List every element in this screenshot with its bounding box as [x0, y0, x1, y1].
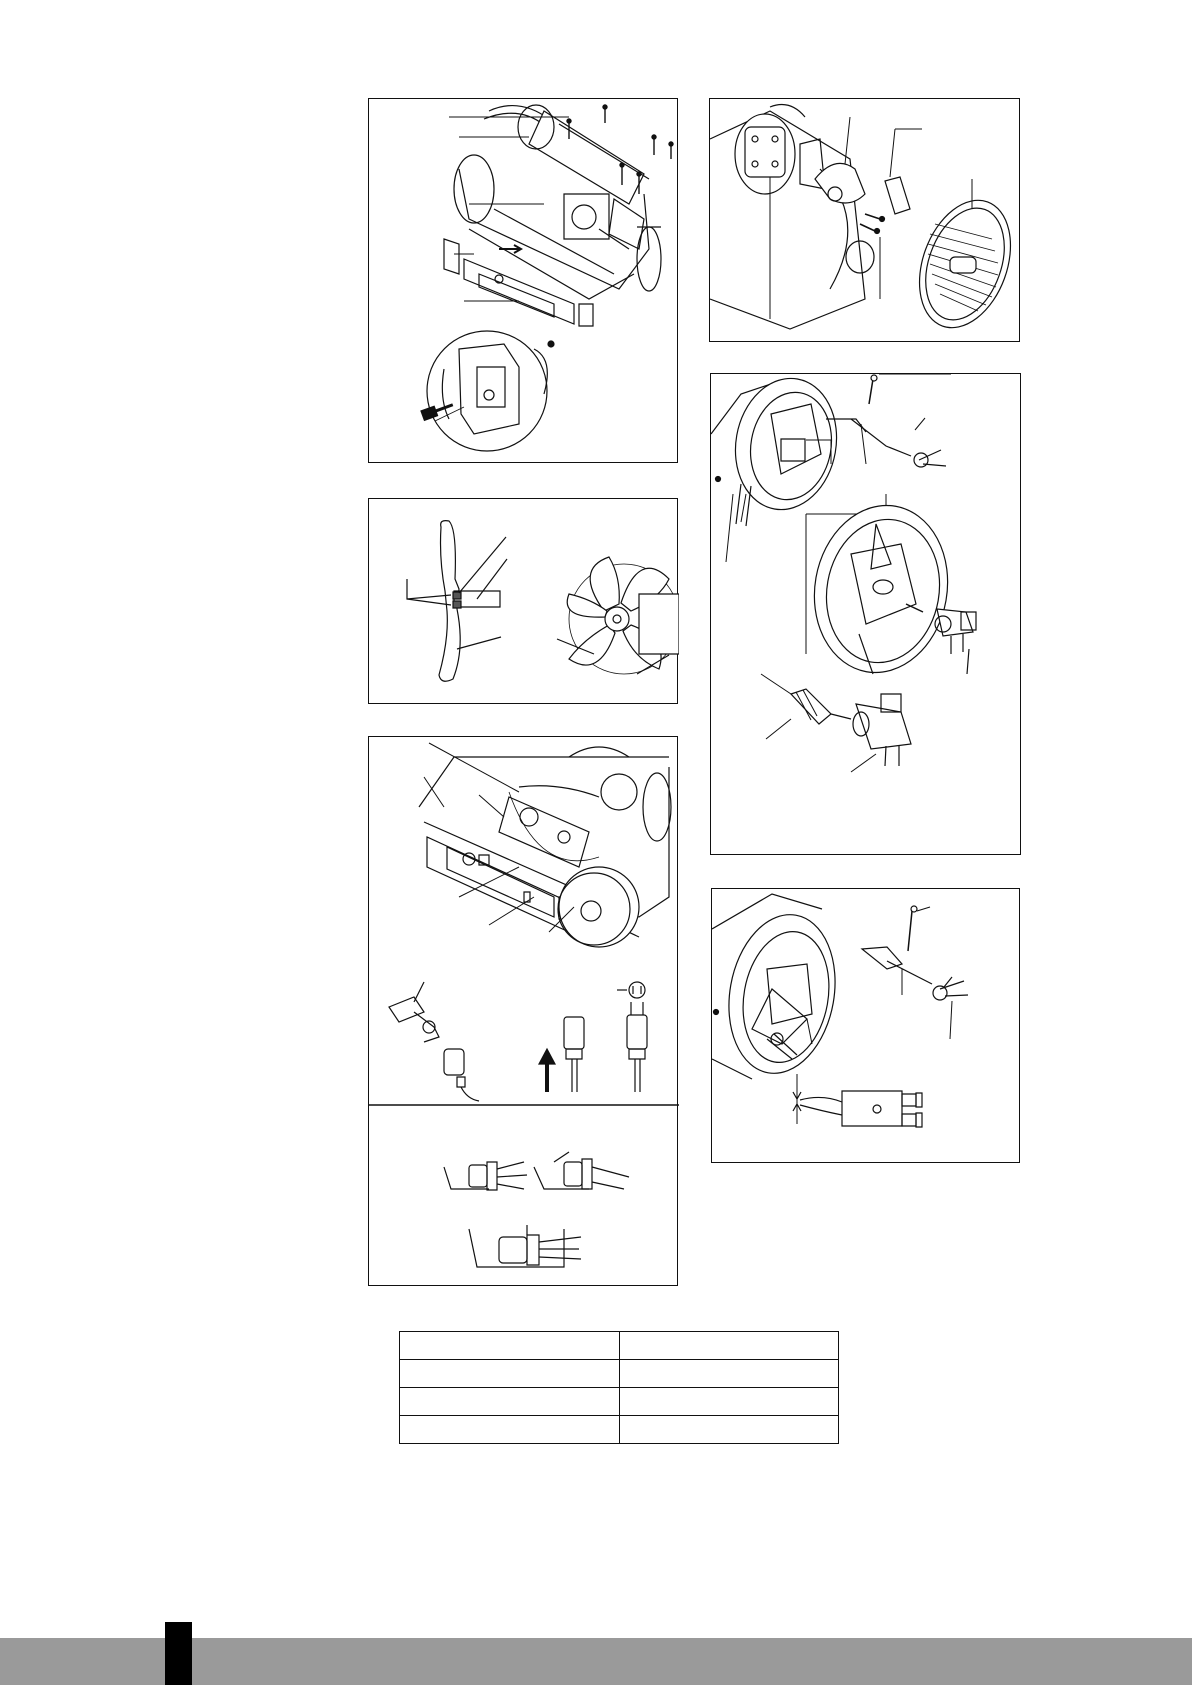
spec-table [399, 1331, 839, 1444]
burner-nozzle-icon [711, 374, 1022, 856]
figure-fan-guard-removal [709, 98, 1020, 342]
table-cell [619, 1416, 839, 1444]
table-row [400, 1332, 839, 1360]
control-panel-icon [369, 737, 679, 1287]
fan-guard-icon [710, 99, 1021, 343]
table-cell [400, 1360, 620, 1388]
table-row [400, 1416, 839, 1444]
figure-cover-removal [368, 98, 678, 463]
table-cell [400, 1416, 620, 1444]
figure-control-panel-photocell [368, 736, 678, 1286]
table-cell [400, 1388, 620, 1416]
table-row [400, 1388, 839, 1416]
figure-fan-blade-removal [368, 498, 678, 704]
fan-blade-icon [369, 499, 679, 705]
table-cell [400, 1332, 620, 1360]
table-cell [619, 1388, 839, 1416]
ignition-electrode-icon [712, 889, 1021, 1164]
figure-nozzle-assembly [710, 373, 1021, 855]
figure-ignition-electrode [711, 888, 1020, 1163]
table-cell [619, 1360, 839, 1388]
table-row [400, 1360, 839, 1388]
heater-body-exploded-icon [369, 99, 679, 464]
page-tab-marker [165, 1622, 192, 1685]
table-cell [619, 1332, 839, 1360]
